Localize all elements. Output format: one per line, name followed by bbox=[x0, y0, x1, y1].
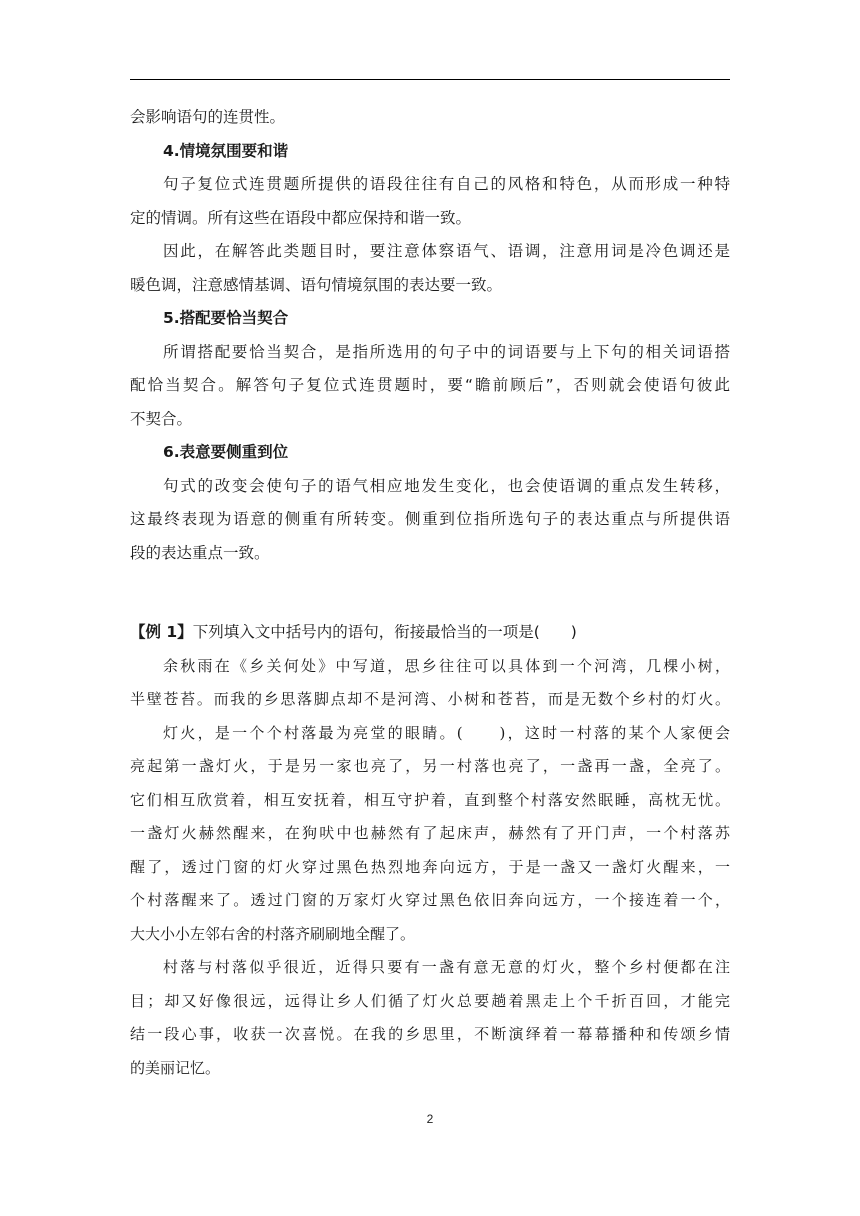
paragraph-line: 暖色调，注意感情基调、语句情境氛围的表达要一致。 bbox=[130, 275, 503, 294]
section-gap bbox=[130, 570, 730, 616]
passage-line: 的美丽记忆。 bbox=[130, 1058, 221, 1077]
paragraph-line: 不契合。 bbox=[130, 409, 193, 428]
passage-line: 一盏灯火赫然醒来，在狗吠中也赫然有了起床声，赫然有了开门声，一个村落苏 bbox=[130, 824, 730, 842]
passage-line: 结一段心事，收获一次喜悦。在我的乡思里，不断演绎着一幕幕播种和传颂乡情 bbox=[130, 1025, 730, 1043]
section-heading-4: 4.情境氛围要和谐 bbox=[163, 141, 289, 160]
page-number: 2 bbox=[426, 1112, 434, 1126]
paragraph-line: 配恰当契合。解答句子复位式连贯题时，要“瞻前顾后”，否则就会使语句彼此 bbox=[130, 376, 730, 394]
passage-line: 目；却又好像很远，远得让乡人们循了灯火总要趟着黑走上个千折百回，才能完 bbox=[130, 991, 730, 1010]
paragraph-line: 段的表达重点一致。 bbox=[130, 543, 270, 562]
passage-line: 半壁苍苔。而我的乡思落脚点却不是河湾、小树和苍苔，而是无数个乡村的灯火。 bbox=[130, 690, 730, 708]
header-rule bbox=[130, 79, 730, 80]
example-tag: 【例 1】 bbox=[130, 623, 193, 641]
passage-line: 它们相互欣赏着，相互安抚着，相互守护着，直到整个村落安然眠睡，高枕无忧。 bbox=[130, 790, 730, 809]
paragraph-line: 句子复位式连贯题所提供的语段往往有自己的风格和特色，从而形成一种特 bbox=[163, 175, 730, 193]
passage-line: 醒了，透过门窗的灯火穿过黑色热烈地奔向远方，于是一盏又一盏灯火醒来，一 bbox=[130, 857, 730, 876]
paragraph-line: 定的情调。所有这些在语段中都应保持和谐一致。 bbox=[130, 208, 472, 227]
paragraph-line: 句式的改变会使句子的语气相应地发生变化，也会使语调的重点发生转移， bbox=[163, 476, 730, 495]
example-question bbox=[130, 616, 730, 650]
section-heading-6: 6.表意要侧重到位 bbox=[163, 443, 289, 461]
page-content bbox=[130, 101, 730, 1085]
passage-line: 亮起第一盏灯火，于是另一家也亮了，另一村落也亮了，一盏再一盏，全亮了。 bbox=[130, 757, 730, 775]
paragraph-line: 因此，在解答此类题目时，要注意体察语气、语调，注意用词是冷色调还是 bbox=[163, 242, 730, 260]
section-heading-5: 5.搭配要恰当契合 bbox=[163, 309, 289, 327]
continuation-line: 会影响语句的连贯性。 bbox=[130, 108, 286, 126]
passage-line: 灯火，是一个个村落最为亮堂的眼睛。( )，这时一村落的某个人家便会 bbox=[163, 723, 730, 742]
example-question-text: 下列填入文中括号内的语句，衔接最恰当的一项是( ) bbox=[192, 623, 577, 641]
paragraph-line: 所谓搭配要恰当契合，是指所选用的句子中的词语要与上下句的相关词语搭 bbox=[163, 342, 730, 361]
passage-line: 余秋雨在《乡关何处》中写道，思乡往往可以具体到一个河湾，几棵小树， bbox=[163, 656, 730, 675]
passage-line: 大大小小左邻右舍的村落齐刷刷地全醒了。 bbox=[130, 924, 416, 943]
passage-line: 村落与村落似乎很近，近得只要有一盏有意无意的灯火，整个乡村便都在注 bbox=[163, 958, 730, 976]
paragraph-line: 这最终表现为语意的侧重有所转变。侧重到位指所选句子的表达重点与所提供语 bbox=[130, 510, 730, 528]
passage-line: 个村落醒来了。透过门窗的万家灯火穿过黑色依旧奔向远方，一个接连着一个， bbox=[130, 891, 730, 909]
